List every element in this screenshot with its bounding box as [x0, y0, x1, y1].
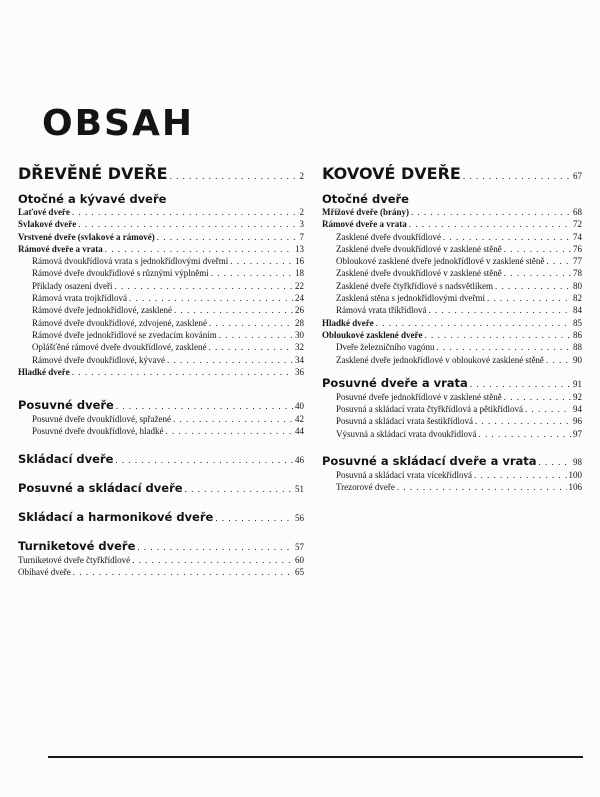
- toc-subentry[interactable]: Posuvná a skládací vrata šestikřídlová . . . 96: [322, 415, 582, 427]
- toc-entry[interactable]: Rámové dveře a vrata . . . 72: [322, 218, 582, 230]
- toc-subentry[interactable]: Rámová vrata trojkřídlová . . . 24: [18, 292, 304, 304]
- toc-entry[interactable]: Turniketové dveře čtyřkřídlové . . . 60: [18, 554, 304, 566]
- toc-entry[interactable]: Hladké dveře . . . 85: [322, 317, 582, 329]
- toc-subentry[interactable]: Dveře železničního vagónu . . . 88: [322, 341, 582, 353]
- toc-subentry[interactable]: Posuvná a skládací vrata vícekřídlová . . . 100: [322, 469, 582, 481]
- chapter-title: KOVOVÉ DVEŘE: [322, 164, 461, 183]
- toc-subentry[interactable]: Rámové dveře dvoukřídlové, kývavé . . . 34: [18, 354, 304, 366]
- toc-subentry[interactable]: Rámové dveře jednokřídlové, zasklené . . . 26: [18, 304, 304, 316]
- toc-entry[interactable]: Rámové dveře a vrata . . . 13: [18, 243, 304, 255]
- toc-entry[interactable]: Laťové dveře . . . 2: [18, 206, 304, 218]
- toc-entry[interactable]: Hladké dveře . . . 36: [18, 366, 304, 378]
- toc-subentry[interactable]: Zasklené dveře dvoukřídlové v zasklené stěně . . . 76: [322, 243, 582, 255]
- toc-chapter[interactable]: [322, 164, 582, 186]
- toc-subentry[interactable]: Rámové dveře dvoukřídlové, zdvojené, zasklené . . . 28: [18, 317, 304, 329]
- toc-subentry[interactable]: Obloukové zasklené dveře jednokřídlové v zasklené stěně . . . 77: [322, 255, 582, 267]
- toc-section[interactable]: Skládací a harmonikové dveře . . . 56: [18, 510, 304, 525]
- toc-subentry[interactable]: Posuvná a skládací vrata čtyřkřídlová a pětikřídlová . . . 94: [322, 403, 582, 415]
- toc-subentry[interactable]: Rámová vrata tříkřídlová . . . 84: [322, 304, 582, 316]
- toc-section[interactable]: Posuvné a skládací dveře a vrata . . . 98: [322, 454, 582, 469]
- toc-section-heading: Otočné dveře: [322, 192, 409, 206]
- toc-subentry[interactable]: Zasklené dveře dvoukřídlové . . . 74: [322, 231, 582, 243]
- toc-section[interactable]: Turniketové dveře . . . 57: [18, 539, 304, 554]
- toc-subentry[interactable]: Zasklená stěna s jednokřídlovými dveřmi . . . 82: [322, 292, 582, 304]
- footer-rule: [48, 756, 583, 758]
- toc-entry[interactable]: Obloukové zasklené dveře . . . 86: [322, 329, 582, 341]
- toc-subentry[interactable]: Rámová dvoukřídlová vrata s jednokřídlovými dveřmi . . . 16: [18, 255, 304, 267]
- toc-subentry[interactable]: Posuvné dveře dvoukřídlové, hladké . . . 44: [18, 425, 304, 437]
- toc-entry[interactable]: Mřížové dveře (brány) . . . 68: [322, 206, 582, 218]
- toc-subentry[interactable]: Oplášťěné rámové dveře dvoukřídlové, zasklené . . . 32: [18, 341, 304, 353]
- toc-subentry[interactable]: Rámové dveře dvoukřídlové s různými výplněmi . . . 18: [18, 267, 304, 279]
- toc-section[interactable]: Posuvné a skládací dveře . . . 51: [18, 481, 304, 496]
- toc-subentry[interactable]: Zasklené dveře čtyřkřídlové s nadsvětlíkem . . . 80: [322, 280, 582, 292]
- toc-subentry[interactable]: Posuvné dveře dvoukřídlové, spřažené . . . 42: [18, 413, 304, 425]
- toc-entry[interactable]: Svlakové dveře . . . 3: [18, 218, 304, 230]
- page-number: 67: [573, 171, 582, 181]
- toc-section-heading: Otočné a kývavé dveře: [18, 192, 167, 206]
- toc-subentry[interactable]: Výsuvná a skládací vrata dvoukřídlová . . . 97: [322, 428, 582, 440]
- page-number: 2: [299, 171, 304, 181]
- toc-subentry[interactable]: Trezorové dveře . . . 106: [322, 481, 582, 493]
- chapter-title: DŘEVĚNÉ DVEŘE: [18, 164, 168, 183]
- toc-section[interactable]: Skládací dveře . . . 46: [18, 452, 304, 467]
- toc-subentry[interactable]: Příklady osazení dveří . . . 22: [18, 280, 304, 292]
- toc-subentry[interactable]: Zasklené dveře dvoukřídlové v zasklené stěně . . . 78: [322, 267, 582, 279]
- toc-entry[interactable]: Obíhavé dveře . . . 65: [18, 566, 304, 578]
- toc-entry[interactable]: Vrstvené dveře (svlakové a rámové) . . . 7: [18, 231, 304, 243]
- toc-subentry[interactable]: Rámové dveře jednokřídlové se zvedacím kováním . . . 30: [18, 329, 304, 341]
- toc-column-left: [18, 164, 304, 578]
- toc-column-right: [322, 164, 582, 494]
- toc-section[interactable]: Posuvné dveře . . . 40: [18, 398, 304, 413]
- toc-chapter[interactable]: [18, 164, 304, 186]
- toc-subentry[interactable]: Posuvné dveře jednokřídlové v zasklené stěně . . . 92: [322, 391, 582, 403]
- toc-subentry[interactable]: Zasklené dveře jednokřídlové v obloukové zasklené stěně . . . 90: [322, 354, 582, 366]
- toc-section[interactable]: Posuvné dveře a vrata . . . 91: [322, 376, 582, 391]
- page-title: OBSAH: [42, 103, 194, 144]
